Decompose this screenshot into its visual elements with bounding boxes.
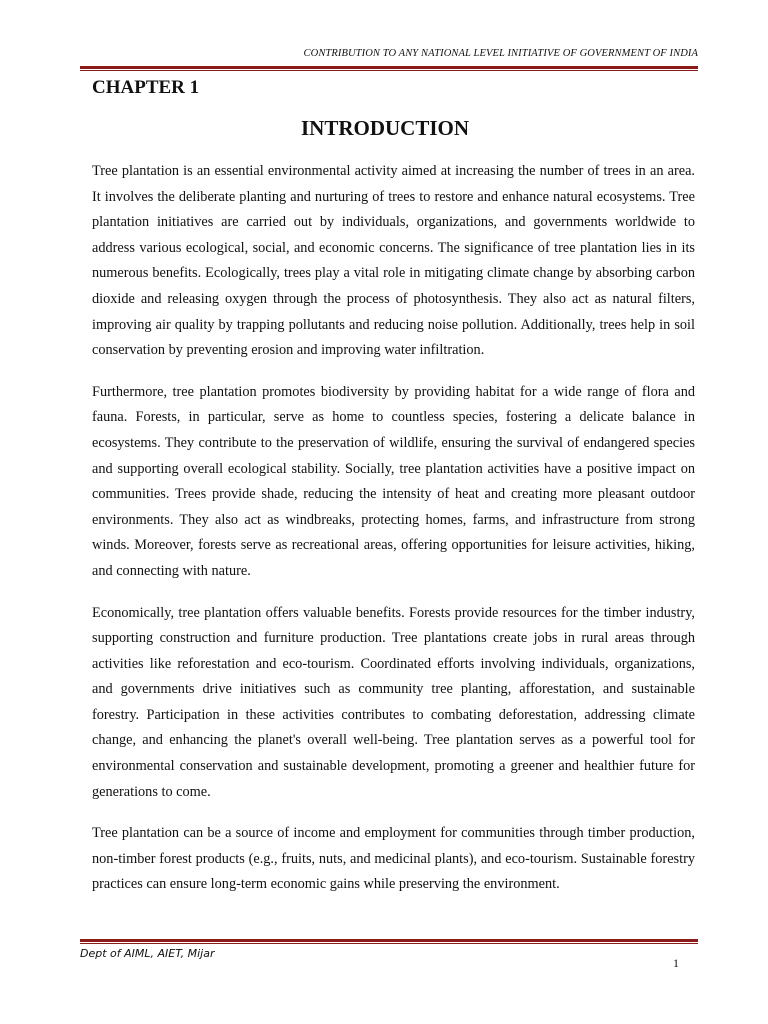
footer-department: Dept of AIML, AIET, Mijar — [80, 947, 215, 960]
paragraph-2: Furthermore, tree plantation promotes biodiversity by providing habitat for a wide range of flora and fauna. Forests, in particular, serve as home to countless species, fostering a delicate balance in ecosystems. They contribute to the preservation of wildlife, ensuring the survival of endangered species and supporting overall ecological stability. Socially, tree plantation activities have a positive impact on communities. Trees provide shade, reducing the intensity of heat and creating more pleasant outdoor environments. They also act as windbreaks, protecting homes, farms, and infrastructure from strong winds. Moreover, forests serve as recreational areas, offering opportunities for leisure activities, hiking, and connecting with nature. — [92, 383, 695, 579]
chapter-label: CHAPTER 1 — [92, 77, 200, 98]
header-rule-thin — [80, 70, 698, 71]
page-number: 1 — [673, 956, 679, 970]
header-rule — [80, 66, 698, 71]
paragraph-4: Tree plantation can be a source of income and employment for communities through timber production, non-timber forest products (e.g., fruits, nuts, and medicinal plants), and eco-tourism. Sustainable forestry practices can ensure long-term economic gains while preserving the environment. — [92, 825, 695, 893]
chapter-title: INTRODUCTION — [300, 116, 470, 140]
running-header: CONTRIBUTION TO ANY NATIONAL LEVEL INITIATIVE OF GOVERNMENT OF INDIA — [303, 48, 698, 59]
paragraph-1: Tree plantation is an essential environmental activity aimed at increasing the number of trees in an area. It involves the deliberate planting and nurturing of trees to restore and enhance natural ecosystems. Tree plantation initiatives are carried out by individuals, organizations, and governments worldwide to address various ecological, social, and economic concerns. The significance of tree plantation lies in its numerous benefits. Ecologically, trees play a vital role in mitigating climate change by absorbing carbon dioxide and releasing oxygen through the process of photosynthesis. They also act as natural filters, improving air quality by trapping pollutants and reducing noise pollution. Additionally, trees help in soil conservation by preventing erosion and improving water infiltration. — [92, 163, 695, 359]
footer-rule — [80, 939, 698, 944]
footer-rule-thin — [80, 943, 698, 944]
body-text — [92, 159, 695, 914]
paragraph-3: Economically, tree plantation offers valuable benefits. Forests provide resources for the timber industry, supporting construction and furniture production. Tree plantations create jobs in rural areas through activities like reforestation and eco-tourism. Coordinated efforts involving individuals, organizations, and governments drive initiatives such as community tree planting, afforestation, and sustainable forestry. Participation in these activities contributes to combating deforestation, addressing climate change, and enhancing the planet's overall well-being. Tree plantation serves as a powerful tool for environmental conservation and sustainable development, promoting a greener and healthier future for generations to come. — [92, 604, 695, 800]
